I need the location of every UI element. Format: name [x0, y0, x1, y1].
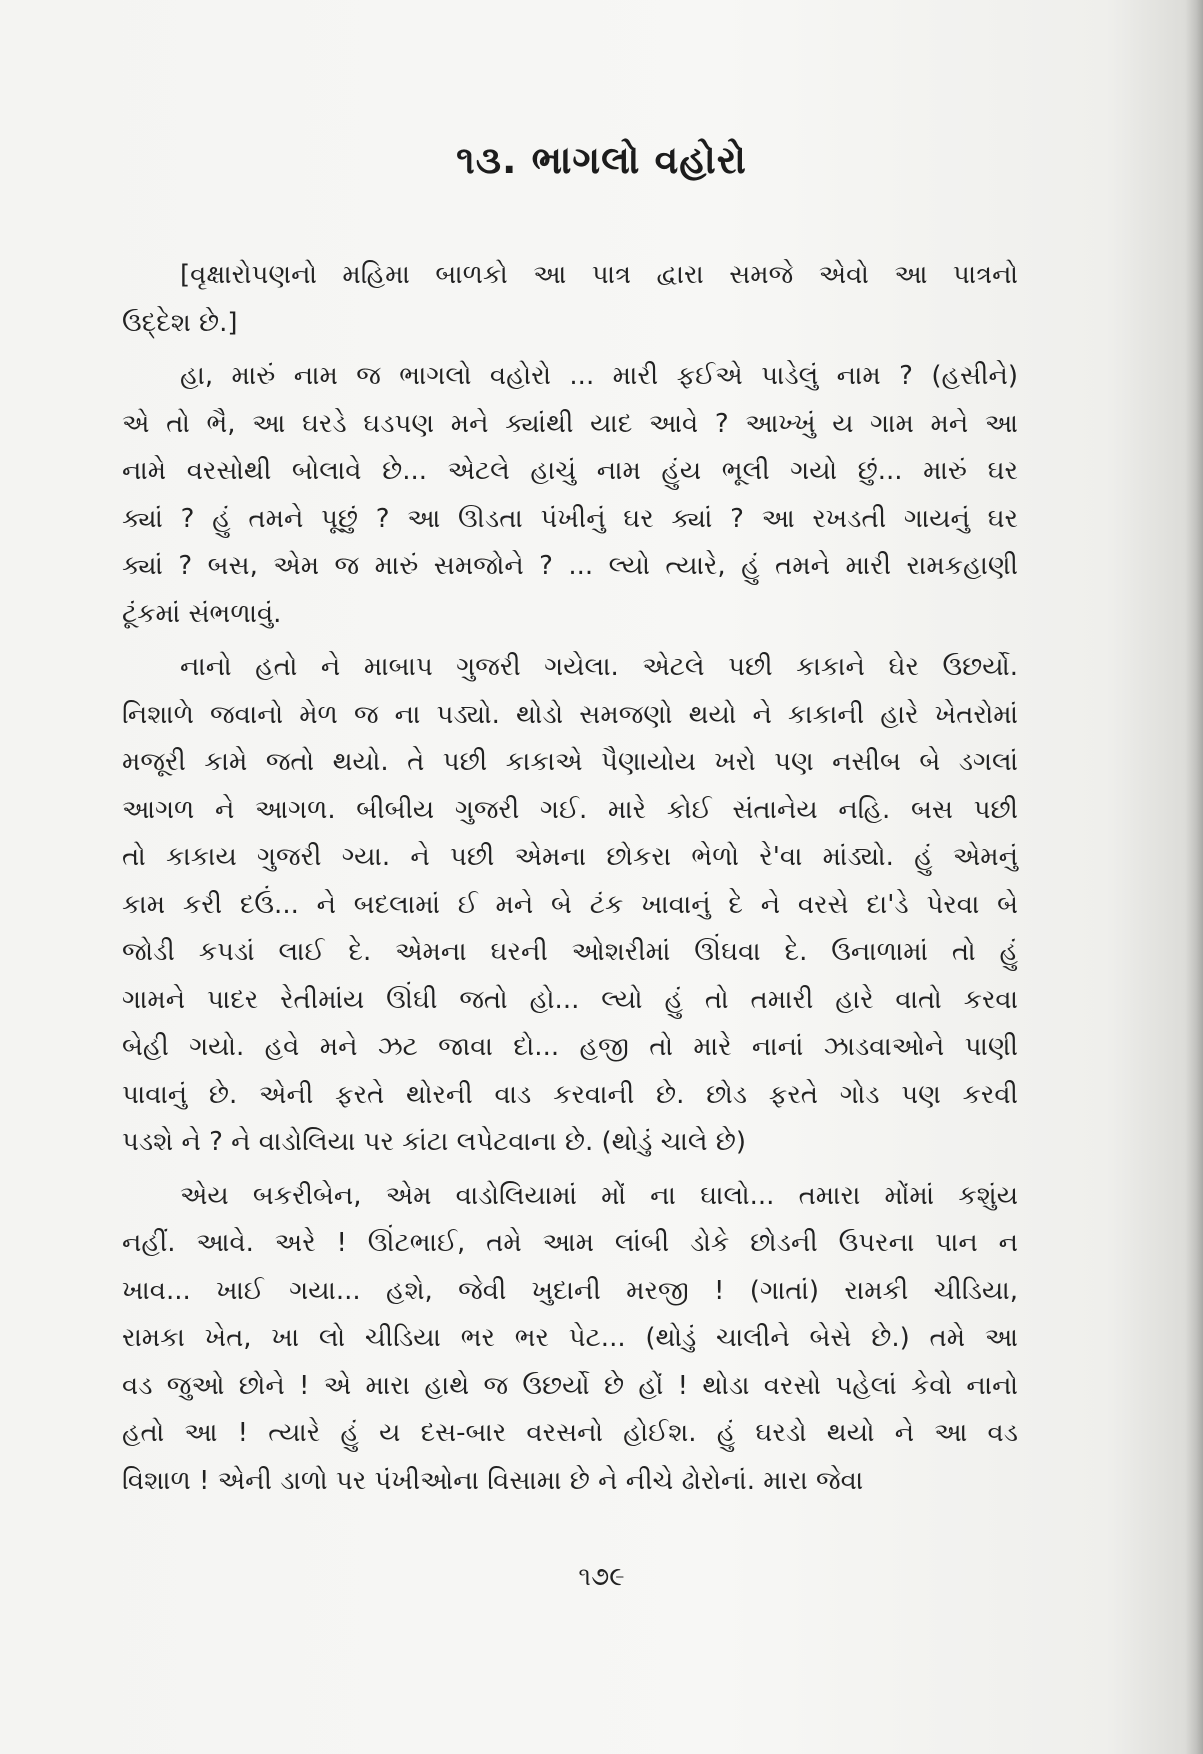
- paragraph: [122, 644, 1018, 1167]
- text-line: આગળ ને આગળ. બીબીય ગુજરી ગઈ. મારે કોઈ સંતાનેય નહિ. બસ પછી: [122, 794, 1018, 825]
- page-edge-shadow: [1185, 0, 1203, 1754]
- text-line: નિશાળે જવાનો મેળ જ ના પડ્યો. થોડો સમજણો થયો ને કાકાની હારે ખેતરોમાં: [122, 699, 1018, 730]
- text-line: મજૂરી કામે જતો થયો. તે પછી કાકાએ પૈણાયોય ખરો પણ નસીબ બે ડગલાં: [122, 747, 1018, 777]
- text-line: હતો આ ! ત્યારે હું ય દસ-બાર વરસનો હોઈશ. હું ઘરડો થયો ને આ વડ: [122, 1418, 1018, 1448]
- text-line: એ તો ભૈ, આ ઘરડે ઘડપણ મને ક્યાંથી યાદ આવે ? આખ્ખું ય ગામ મને આ: [122, 408, 1018, 439]
- text-line: ક્યાં ? બસ, એમ જ મારું સમજોને ? ... લ્યો ત્યારે, હું તમને મારી રામકહાણી: [122, 551, 1018, 581]
- text-line: ઉદ્દેશ છે.]: [122, 307, 238, 338]
- text-line: રામકા ખેત, ખા લો ચીડિયા ભર ભર પેટ... (થોડું ચાલીને બેસે છે.) તમે આ: [122, 1323, 1018, 1353]
- text-line: એય બકરીબેન, એમ વાડોલિયામાં મોં ના ઘાલો... તમારા મોંમાં કશુંય: [180, 1180, 1018, 1211]
- text-line: કામ કરી દઉં... ને બદલામાં ઈ મને બે ટંક ખાવાનું દે ને વરસે દા'ડે પેરવા બે: [122, 889, 1018, 920]
- text-line: હા, મારું નામ જ ભાગલો વહોરો ... મારી ફઈએ પાડેલું નામ ? (હસીને): [180, 361, 1018, 391]
- text-line: પાવાનું છે. એની ફરતે થોરની વાડ કરવાની છે. છોડ ફરતે ગોડ પણ કરવી: [122, 1079, 1018, 1110]
- paragraph: [122, 353, 1018, 638]
- text-line: નાનો હતો ને માબાપ ગુજરી ગયેલા. એટલે પછી કાકાને ઘેર ઉછર્યો.: [180, 652, 1018, 682]
- text-line: તો કાકાય ગુજરી ગ્યા. ને પછી એમના છોકરા ભેળો રે'વા માંડ્યો. હું એમનું: [122, 842, 1018, 872]
- text-line: નહીં. આવે. અરે ! ઊંટભાઈ, તમે આમ લાંબી ડોકે છોડની ઉપરના પાન ન: [122, 1228, 1018, 1258]
- page-number: ૧૭૯: [578, 1562, 625, 1592]
- text-line: વિશાળ ! એની ડાળો પર પંખીઓના વિસામા છે ને નીચે ઢોરોનાં. મારા જેવા: [122, 1465, 864, 1496]
- text-line: બેહી ગયો. હવે મને ઝટ જાવા દો... હજી તો મારે નાનાં ઝાડવાઓને પાણી: [122, 1032, 1018, 1062]
- text-line: પડશે ને ? ને વાડોલિયા પર કાંટા લપેટવાના છે. (થોડું ચાલે છે): [122, 1127, 746, 1157]
- text-line: ક્યાં ? હું તમને પૂછું ? આ ઊડતા પંખીનું ઘર ક્યાં ? આ રખડતી ગાયનું ઘર: [122, 503, 1018, 534]
- chapter-title: ૧૩. ભાગલો વહોરો: [456, 138, 747, 182]
- paragraph: [122, 252, 1018, 347]
- text-line: વડ જુઓ છોને ! એ મારા હાથે જ ઉછર્યો છે હોં ! થોડા વરસો પહેલાં કેવો નાનો: [122, 1370, 1018, 1401]
- text-line: [વૃક્ષારોપણનો મહિમા બાળકો આ પાત્ર દ્વારા સમજે એવો આ પાત્રનો: [180, 260, 1018, 290]
- text-line: નામે વરસોથી બોલાવે છે... એટલે હાચું નામ હુંય ભૂલી ગયો છું... મારું ઘર: [122, 456, 1018, 486]
- text-line: જોડી કપડાં લાઈ દે. એમના ઘરની ઓશરીમાં ઊંઘવા દે. ઉનાળામાં તો હું: [122, 937, 1018, 967]
- text-line: ગામને પાદર રેતીમાંય ઊંઘી જતો હો... લ્યો હું તો તમારી હારે વાતો કરવા: [122, 984, 1018, 1015]
- text-line: ખાવ... ખાઈ ગયા... હશે, જેવી ખુદાની મરજી ! (ગાતાં) રામકી ચીડિયા,: [122, 1275, 1018, 1306]
- body-text: [122, 252, 1018, 1511]
- paragraph: [122, 1173, 1018, 1506]
- text-line: ટૂંકમાં સંભળાવું.: [122, 598, 282, 629]
